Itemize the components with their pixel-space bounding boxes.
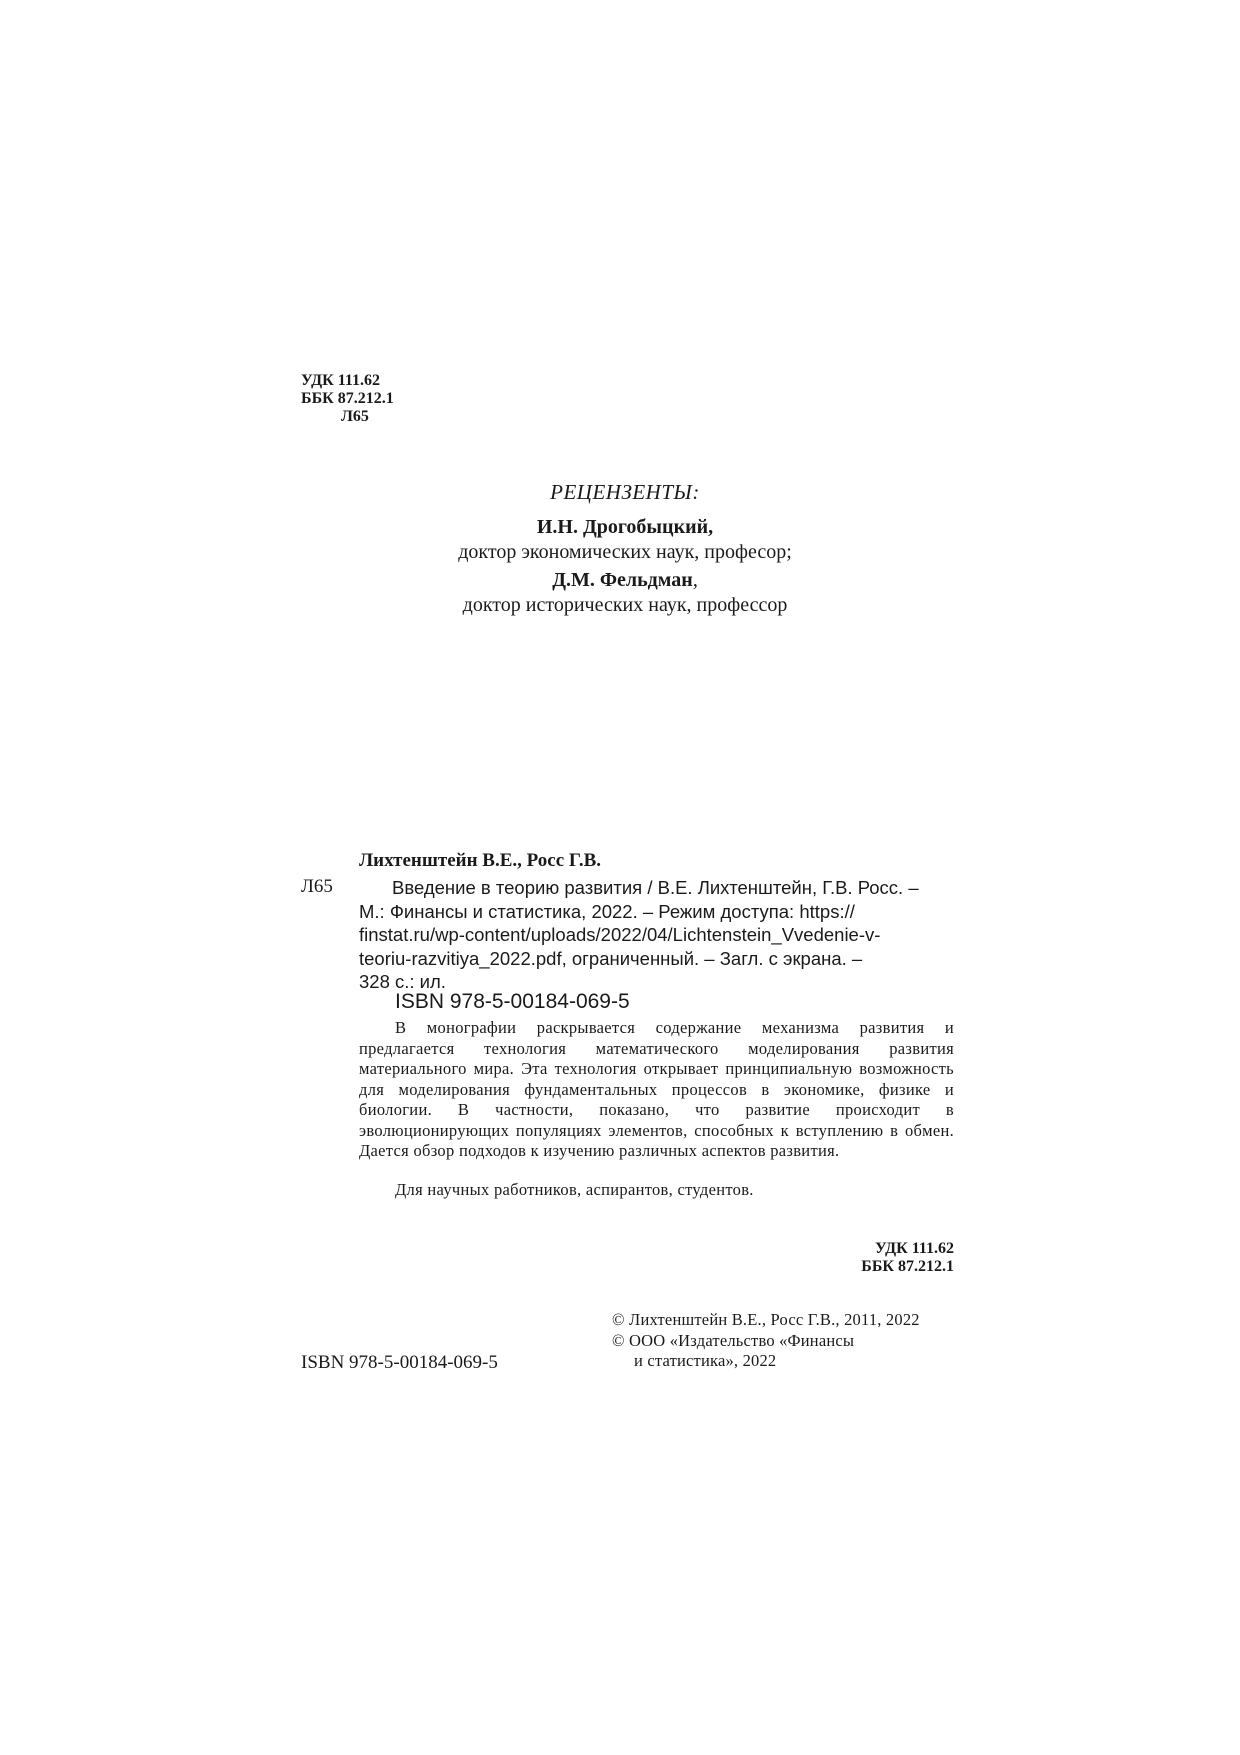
reviewer-name: Д.М. Фельдман — [552, 569, 693, 591]
copyright-line: и статистика», 2022 — [634, 1351, 777, 1370]
reviewer-name: И.Н. Дрогобыцкий, — [536, 516, 714, 538]
udk-code: УДК 111.62 — [875, 1240, 954, 1257]
isbn-bottom: ISBN 978-5-00184-069-5 — [301, 1352, 498, 1373]
classification-top — [301, 372, 394, 426]
bib-authors: Лихтенштейн В.Е., Росс Г.В. — [359, 850, 602, 871]
bib-description-line: finstat.ru/wp-content/uploads/2022/04/Lichtenstein_Vvedenie-v- — [359, 924, 881, 945]
copyright-line: © Лихтенштейн В.Е., Росс Г.В., 2011, 2022 — [612, 1310, 920, 1329]
reviewer-1 — [420, 515, 830, 565]
classification-bottom — [830, 1240, 954, 1276]
bib-description-line: Введение в теорию развития / В.Е. Лихтенштейн, Г.В. Росс. – — [392, 877, 919, 898]
bib-description-line: М.: Финансы и статистика, 2022. – Режим доступа: https:// — [359, 900, 855, 922]
bib-audience: Для научных работников, аспирантов, студентов. — [395, 1180, 754, 1199]
bib-isbn: ISBN 978-5-00184-069-5 — [395, 990, 630, 1013]
reviewer-name-suffix: , — [692, 569, 698, 591]
bib-author-code: Л65 — [301, 876, 333, 897]
reviewer-title: доктор исторических наук, профессор — [462, 594, 788, 616]
reviewer-title: доктор экономических наук, професор; — [458, 541, 792, 563]
reviewer-2 — [420, 568, 830, 618]
author-mark: Л65 — [341, 408, 369, 425]
bbk-code: ББК 87.212.1 — [301, 390, 394, 407]
bib-description-line: 328 с.: ил. — [359, 971, 446, 992]
bbk-code: ББК 87.212.1 — [861, 1258, 954, 1275]
bib-abstract: В монографии раскрывается содержание механизма развития и предлагается технология математического моделирования развития материального мира. Эта технология открывает принципиальную возможность для моделирования фундаментальных процессов в экономике, физике и биологии. В частности, показано, что развитие происходит в эволюционирующих популяциях элементов, способных к вступлению в обмен. Дается обзор подходов к изучению различных аспектов развития. — [359, 1018, 954, 1160]
bib-description — [359, 876, 954, 994]
reviewers-heading: РЕЦЕНЗЕНТЫ: — [550, 480, 700, 504]
copyright-block — [612, 1310, 920, 1372]
copyright-line: © ООО «Издательство «Финансы — [612, 1330, 855, 1350]
udk-code: УДК 111.62 — [301, 372, 380, 389]
bib-description-line: teoriu-razvitiya_2022.pdf, ограниченный. – Загл. с экрана. – — [359, 947, 863, 969]
